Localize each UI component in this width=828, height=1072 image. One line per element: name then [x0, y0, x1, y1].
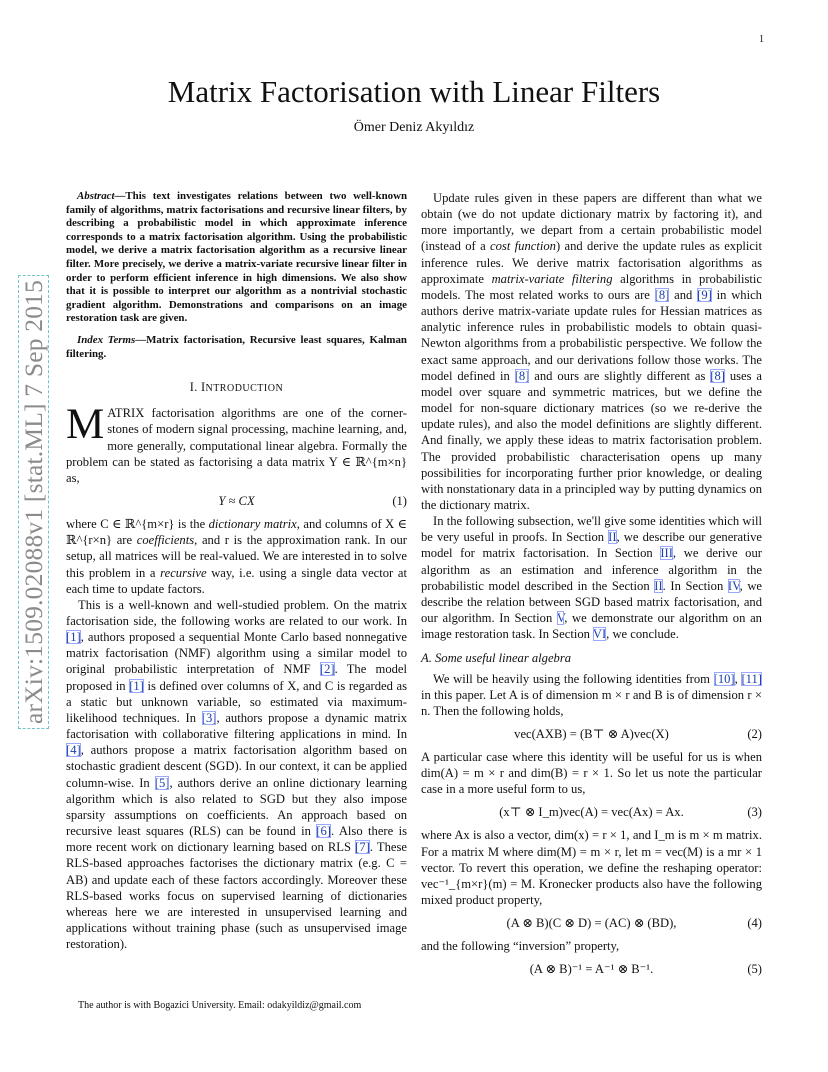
- citation-link[interactable]: [8]: [654, 287, 670, 302]
- index-terms-text: —Matrix factorisation, Recursive least squares, Kalman filtering.: [66, 333, 407, 360]
- text-run: , authors proposed a sequential Monte Carlo based nonnegative matrix factorisation (NMF) algorithm using a similar model to original probabilistic interpretation of NMF: [66, 630, 407, 677]
- drop-cap: M: [66, 401, 105, 449]
- section-title-rest: NTRODUCTION: [205, 383, 284, 395]
- emphasis-recursive: recursive: [160, 565, 207, 580]
- arxiv-identifier[interactable]: arXiv:1509.02088v1 [stat.ML] 7 Sep 2015: [18, 275, 49, 729]
- paper-author: Ömer Deniz Akyıldız: [353, 120, 475, 135]
- citation-link[interactable]: [1]: [129, 678, 144, 693]
- citation-link[interactable]: [2]: [319, 662, 335, 677]
- equation-3-body: (x⊤ ⊗ I_m)vec(A) = vec(Ax) = Ax.: [499, 805, 684, 820]
- emphasis-cost-function: cost function: [490, 239, 556, 254]
- text-run: in this paper. Let A is of dimension m × r and B is of dimension r × n. Then the following holds,: [421, 687, 762, 718]
- abstract: [66, 190, 407, 326]
- equation-2: [421, 725, 762, 743]
- section-heading-introduction: [66, 379, 407, 397]
- intro-paragraph-2: [66, 516, 407, 597]
- emphasis-dictionary-matrix: dictionary matrix: [208, 517, 297, 532]
- equation-1-number: (1): [392, 494, 407, 509]
- paper-title: Matrix Factorisation with Linear Filters: [167, 74, 661, 109]
- arxiv-stamp[interactable]: [12, 200, 56, 804]
- equation-2-number: (2): [747, 727, 762, 741]
- text-run: algorithms in probabilistic models. The most related works to ours are: [421, 271, 762, 302]
- text-run: , authors propose a dynamic matrix factorisation with collaborative filtering applications in mind. In: [66, 710, 407, 742]
- text-run: , authors derive an online dictionary learning algorithm which is also related to SGD but they also impose sparsity assumptions on coefficients. An approach based on recursive least squares (RLS) can be found in: [66, 775, 408, 839]
- intro-p1-text: ATRIX factorisation algorithms are one of the corner-stones of modern signal processing, machine learning, and, more generally, computational linear algebra. Formally the problem can be stated as factorising a data matrix Y ∈ ℝ^{m×n} as,: [66, 406, 407, 485]
- equation-4: [421, 914, 762, 932]
- section-link[interactable]: V: [556, 611, 565, 626]
- equation-3-number: (3): [747, 805, 762, 820]
- section-title-cap: I: [201, 380, 206, 395]
- text-run: , authors propose a matrix factorisation algorithm based on stochastic gradient descent (SGD). In our context, it can be applied column-wise. In: [66, 743, 407, 790]
- text-run: In the following subsection, we'll give some identities which will be very useful in proofs. In Section: [421, 514, 762, 545]
- right-paragraph-2: [421, 513, 762, 642]
- citation-link[interactable]: [8]: [514, 368, 530, 383]
- linear-algebra-paragraph-1: We will be heavily using the following identities from [10], [11] in this paper. Let A is of dimension m × r and B is of dimension r × n. Then the following holds,: [421, 671, 762, 718]
- equation-4-number: (4): [747, 916, 762, 931]
- citation-link[interactable]: [8]: [710, 368, 725, 383]
- citation-link[interactable]: [10]: [713, 671, 735, 686]
- citation-link[interactable]: [5]: [154, 775, 170, 790]
- abstract-label: Abstract: [77, 190, 115, 202]
- section-link[interactable]: IV: [727, 578, 740, 593]
- text-run: in which authors derive matrix-variate update rules for Hessian matrices as analytic inference rules in probabilistic models to obtain quasi-Newton algorithms from a probabilistic perspective. We follow the exact same approach, and our derivations follow those works. The model defined in: [421, 287, 762, 383]
- text-run: and: [669, 287, 698, 302]
- index-terms-label: Index Terms: [77, 333, 136, 346]
- text-run: , we describe the relation between SGD based matrix factorisation, and our algorithm. In Section: [421, 578, 762, 626]
- text-run: , we conclude.: [606, 627, 679, 642]
- equation-1: [66, 492, 407, 510]
- text-run: . Also there is more recent work on dictionary learning based on RLS: [66, 824, 407, 855]
- citation-link[interactable]: [6]: [316, 824, 331, 839]
- text-run: , we describe our generative model for matrix factorisation. In Section: [421, 530, 762, 561]
- equation-3: [421, 803, 762, 821]
- text-run: is defined over columns of X, and C is regarded as a static but unknown variable, so estimated via maximum-likelihood techniques. In: [66, 678, 408, 725]
- text-run: way, i.e. using a single data vector at each time to update factors.: [66, 565, 407, 596]
- intro-paragraph-1: [66, 401, 407, 486]
- section-link[interactable]: II: [654, 578, 663, 593]
- subsection-heading: A. Some useful linear algebra: [421, 651, 572, 666]
- section-link[interactable]: III: [660, 546, 673, 561]
- footnote: The author is with Bogazici University. Email: odakyildiz@gmail.com: [78, 1000, 362, 1011]
- equation-5-number: (5): [747, 962, 762, 977]
- equation-2-body: vec(AXB) = (B⊤ ⊗ A)vec(X): [514, 727, 669, 741]
- text-run: . These RLS-based approaches factorises the dictionary matrix (e.g. C = AB) and update each of these factors accordingly. Moreover these RLS-based works focus on supervised learning of dictionaries whereas here we are interested in unsupervised learning and applications without training phase (such as unsupervised image restoration).: [66, 840, 408, 952]
- equation-5: [421, 960, 762, 978]
- equation-4-body: (A ⊗ B)(C ⊗ D) = (AC) ⊗ (BD),: [506, 916, 677, 931]
- text-run: We will be heavily using the following identities from: [433, 671, 714, 686]
- section-link[interactable]: II: [608, 530, 617, 545]
- right-column: [421, 190, 762, 984]
- section-link[interactable]: VI: [592, 627, 607, 642]
- citation-link[interactable]: [9]: [697, 287, 712, 302]
- linear-algebra-paragraph-4: and the following “inversion” property,: [421, 939, 620, 954]
- text-run: where C ∈ ℝ^{m×r} is the: [66, 517, 209, 532]
- citation-link[interactable]: [4]: [66, 743, 81, 758]
- text-run: . The model proposed in: [66, 662, 408, 693]
- text-run: . In Section: [662, 578, 728, 593]
- text-run: ) and derive the update rules as explicit inference rules. We derive matrix factorisation algorithms as approximate: [421, 239, 762, 286]
- equation-1-body: Y ≈ CX: [218, 494, 255, 509]
- text-run: , we derive our algorithm as an estimation and inference algorithm in the probabilistic model described in the Section: [421, 546, 762, 593]
- text-run: , and columns of X ∈ ℝ^{r×n} are: [66, 517, 407, 548]
- right-paragraph-1: [421, 190, 762, 513]
- abstract-text: —This text investigates relations between two well-known family of algorithms, matrix factorisations and recursive linear filters, by describing a probabilistic model in which approximate inference corresponds to a matrix factorisation algorithm. Using the probabilistic model, we derive a matrix factorisation algorithm as a recursive linear filter. More precisely, we derive a matrix-variate recursive linear filter in order to perform efficient inference in high dimensions. We also show that it is possible to interpret our algorithm as a nontrivial stochastic gradient algorithm. Demonstrations and comparisons on an image restoration task are given.: [66, 190, 407, 325]
- text-run: , we demonstrate our algorithm on an image restoration task. In Section: [421, 611, 762, 642]
- text-run: uses a model over square and symmetric matrices, but we define the model for non-square dictionary matrices (so we re-derive the update rules), and also the model definitions are slightly different. And finally, we apply these ideas to matrix factorisation problem. The provided probabilistic characterisation opens up many possibilities for incorporating further prior knowledge, or dealing with nonstationary data in a principled way by putting dynamics on the dictionary matrix.: [421, 368, 763, 512]
- text-run: and ours are slightly different as: [529, 368, 711, 383]
- citation-link[interactable]: [7]: [355, 840, 370, 855]
- emphasis-coefficients: coefficients: [136, 533, 195, 548]
- left-column: [66, 190, 407, 952]
- page-number: 1: [759, 34, 764, 45]
- text-run: Update rules given in these papers are different than what we obtain (we do not update dictionary matrix by factoring it), and more importantly, we depart from a certain probabilistic model (instead of a: [421, 191, 762, 254]
- linear-algebra-paragraph-2: A particular case where this identity will be useful for us is when dim(A) = m × r and dim(B) = r × 1. So let us note the particular case in a more useful form to us,: [421, 750, 762, 797]
- linear-algebra-paragraph-3: where Ax is also a vector, dim(x) = r × 1, and I_m is m × m matrix. For a matrix M where dim(M) = m × r, let m = vec(M) is a mr × 1 vector. To revert this operation, we define the reshaping operator: vec⁻¹_{m×r}(m) = M. Kronecker products also have the following mixed product property,: [421, 828, 762, 908]
- emphasis-matrix-variate-filtering: matrix-variate filtering: [491, 271, 613, 286]
- text-run: This is a well-known and well-studied problem. On the matrix factorisation side, the following works are related to our work. In: [66, 597, 407, 628]
- citation-link[interactable]: [1]: [66, 630, 81, 645]
- index-terms: [66, 334, 407, 361]
- intro-paragraph-3: [66, 597, 407, 952]
- text-run: , and r is the approximation rank. In our setup, all matrices will be real-valued. We are interested in to solve this problem in a: [66, 533, 407, 580]
- section-number: I.: [189, 380, 202, 395]
- citation-link[interactable]: [11]: [741, 671, 762, 686]
- equation-5-body: (A ⊗ B)⁻¹ = A⁻¹ ⊗ B⁻¹.: [529, 962, 654, 977]
- citation-link[interactable]: [3]: [201, 710, 217, 725]
